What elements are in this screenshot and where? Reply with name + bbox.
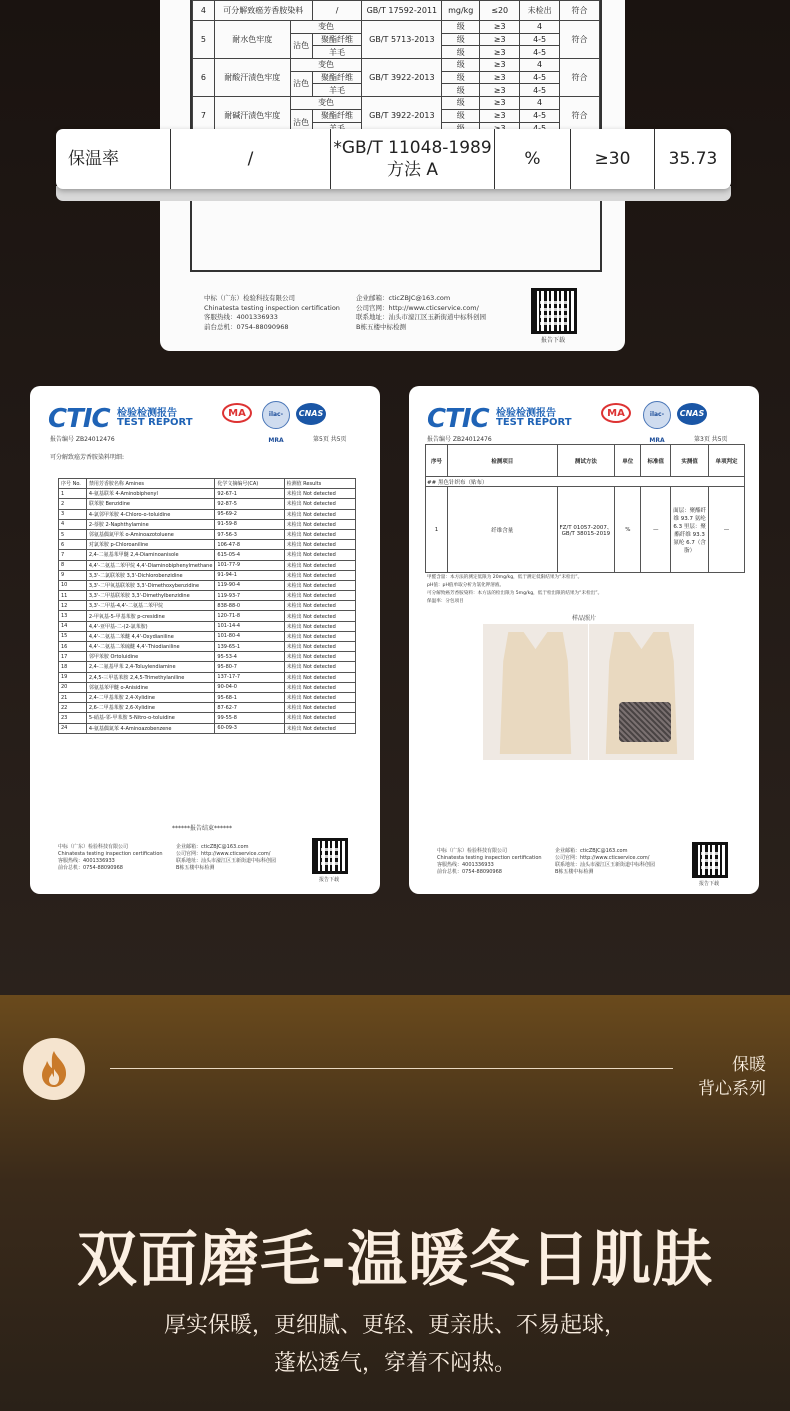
cnas-badge-icon: CNAS (296, 403, 326, 425)
qr-caption: 报告下载 (319, 877, 340, 883)
table-cell: 4-氨基联苯 4-Aminobiphenyl (86, 489, 215, 499)
note-line: 可分解致癌芳香胺染料：本方法的检出限为 5mg/kg，低于检出限的结果为“未检出”。 (427, 591, 603, 596)
row-item: 纤维含量 (447, 487, 557, 573)
footer-line: 公司官网：http://www.cticservice.com/ (176, 851, 271, 857)
footer-line: 联系地址：汕头市濠江区玉新街道中标科创园 (356, 313, 486, 321)
table-cell: 95-69-2 (215, 509, 284, 519)
result-cell: 未检出 Not detected (284, 560, 355, 570)
report-number: 报告编号 ZB24012476 (427, 436, 492, 443)
report-title-en: TEST REPORT (117, 417, 193, 428)
qr-caption: 报告下载 (699, 881, 720, 887)
table-cell: 2,4-二氨基甲苯 2,4-Toluylendiamine (86, 662, 215, 672)
table-cell: 3,3'-二甲氧基联苯胺 3,3'-Dimethoxybenzidine (86, 580, 215, 590)
row-sub: 聚酯纤维 (312, 109, 362, 122)
table-row (59, 570, 356, 580)
table-cell: 邻氨基偶氮甲苯 o-Aminoazotoluene (86, 529, 215, 539)
table-cell: 17 (59, 652, 87, 662)
highlight-method-line2: 方法 A (386, 160, 439, 180)
amine-table (58, 478, 356, 734)
footer-line: Chinatesta testing inspection certification (58, 851, 163, 857)
table-cell: 4-氯邻甲苯胺 4-Chloro-o-toluidine (86, 509, 215, 519)
row-unit: 级 (442, 33, 480, 46)
result-cell: 未检出 Not detected (284, 499, 355, 509)
sample-photo-title: 样品照片 (572, 615, 597, 622)
row-sub: 变色 (290, 21, 362, 34)
table-cell: 838-88-0 (215, 601, 284, 611)
table-row (59, 662, 356, 672)
table-cell: 15 (59, 631, 87, 641)
table-cell: 19 (59, 672, 87, 682)
table-cell: 对氯苯胺 p-Chloroaniline (86, 540, 215, 550)
top-report-footer-left (204, 294, 340, 332)
ilac-badge-icon: ilac-MRA (262, 401, 290, 429)
row-req: ≥3 (480, 97, 520, 110)
row-limit: — (641, 487, 671, 573)
table-row (193, 21, 600, 34)
report-number: 报告编号 ZB24012476 (50, 436, 115, 443)
page-indicator: 第5页 共5页 (313, 436, 347, 443)
table-cell: 101-77-9 (215, 560, 284, 570)
row-req: ≥3 (480, 71, 520, 84)
subheadline-line2: 蓬松透气，穿着不闷热。 (273, 1351, 516, 1376)
row-unit: 级 (442, 46, 480, 59)
report-notes (427, 574, 602, 606)
table-cell: 1 (59, 489, 87, 499)
headline: 双面磨毛-温暖冬日肌肤 (77, 1225, 713, 1295)
row-req: ≥3 (480, 21, 520, 34)
table-cell: 12 (59, 601, 87, 611)
result-cell: 未检出 Not detected (284, 570, 355, 580)
card-footer-right (555, 848, 655, 876)
row-method: GB/T 17592-2011 (362, 1, 442, 21)
ma-badge-icon: MA (222, 403, 252, 423)
result-cell: 未检出 Not detected (284, 621, 355, 631)
row-method: GB/T 3922-2013 (362, 59, 442, 97)
table-cell: 95-68-1 (215, 692, 284, 702)
table-row (59, 692, 356, 702)
row-sub: 沾色 (290, 109, 312, 134)
note-line: 甲醛含量：本方法的测定低限为 20mg/kg，低于测定低限结果为“未检出”。 (427, 575, 583, 580)
result-cell: 未检出 Not detected (284, 723, 355, 733)
fiber-report-card (409, 386, 759, 894)
table-cell: 5 (59, 529, 87, 539)
result-cell: 未检出 Not detected (284, 703, 355, 713)
table-cell: 97-56-3 (215, 529, 284, 539)
table-cell: 615-05-4 (215, 550, 284, 560)
row-no: 7 (193, 97, 215, 135)
qr-code-icon[interactable] (312, 838, 348, 874)
table-cell: 106-47-8 (215, 540, 284, 550)
footer-line: B栋五楼中标检测 (176, 865, 215, 871)
table-cell: 60-09-3 (215, 723, 284, 733)
result-cell: 未检出 Not detected (284, 529, 355, 539)
row-unit: mg/kg (442, 1, 480, 21)
table-cell: 5-硝基-邻-甲苯胺 5-Nitro-o-toluidine (86, 713, 215, 723)
footer-line: 公司官网：http://www.cticservice.com/ (555, 855, 650, 861)
result-cell: 未检出 Not detected (284, 652, 355, 662)
row-req: ≥3 (480, 109, 520, 122)
row-verdict: 符合 (560, 1, 600, 21)
footer-line: 企业邮箱：cticZBJC@163.com (555, 848, 628, 854)
table-cell: 4,4'-二氨基二苯硫醚 4,4'-Thiodianiline (86, 642, 215, 652)
table-row (59, 652, 356, 662)
ctic-logo: CTIC (48, 404, 110, 434)
table-cell: 137-17-7 (215, 672, 284, 682)
row-req: ≤20 (480, 1, 520, 21)
header-cell: 序号 (426, 445, 448, 477)
series-line1: 保暖 (732, 1055, 766, 1075)
table-cell: 4 (59, 519, 87, 529)
row-result: 4-5 (520, 46, 560, 59)
row-verdict: — (709, 487, 745, 573)
table-cell: 139-65-1 (215, 642, 284, 652)
table-cell: 4,4'-亚甲基-二-(2-氯苯胺) (86, 621, 215, 631)
result-cell: 未检出 Not detected (284, 713, 355, 723)
table-row (193, 1, 600, 21)
table-row (59, 631, 356, 641)
row-result: 4-5 (520, 71, 560, 84)
result-cell: 未检出 Not detected (284, 601, 355, 611)
row-sub: 变色 (290, 97, 362, 110)
qr-code-icon[interactable] (531, 288, 577, 334)
table-row (59, 519, 356, 529)
highlight-method-line1: *GB/T 11048-1989 (333, 138, 492, 158)
qr-code-icon[interactable] (692, 842, 728, 878)
table-row (59, 723, 356, 733)
table-cell: 6 (59, 540, 87, 550)
footer-line: 中标（广东）检验科技有限公司 (204, 294, 295, 302)
row-unit: 级 (442, 21, 480, 34)
highlight-requirement: ≥30 (570, 129, 654, 189)
header-cell: 测试方法 (557, 445, 615, 477)
row-result: 4 (520, 97, 560, 110)
row-sub: 变色 (290, 59, 362, 72)
result-cell: 未检出 Not detected (284, 591, 355, 601)
table-cell: 邻甲苯胺 Ortoluidine (86, 652, 215, 662)
row-item: 耐水色牢度 (214, 21, 290, 59)
row-unit: 级 (442, 84, 480, 97)
header-cell: 禁用芳香胺名称 Amines (86, 479, 215, 489)
row-unit: 级 (442, 59, 480, 72)
table-cell: 8 (59, 560, 87, 570)
footer-line: 联系地址：汕头市濠江区玉新街道中标科创园 (555, 862, 656, 868)
row-method: GB/T 5713-2013 (362, 21, 442, 59)
row-method: FZ/T 01057-2007、GB/T 38015-2019 (557, 487, 615, 573)
row-sub: 沾色 (290, 33, 312, 58)
result-cell: 未检出 Not detected (284, 489, 355, 499)
table-cell: 联苯胺 Benzidine (86, 499, 215, 509)
table-cell: 90-04-0 (215, 682, 284, 692)
table-cell: 13 (59, 611, 87, 621)
table-cell: 2,4-二氨基苯甲醚 2,4-Diaminoanisole (86, 550, 215, 560)
row-unit: 级 (442, 109, 480, 122)
table-row (59, 580, 356, 590)
result-cell: 未检出 Not detected (284, 611, 355, 621)
top-report-table (192, 0, 600, 135)
table-cell: 119-90-4 (215, 580, 284, 590)
table-row (193, 97, 600, 110)
table-cell: 99-55-8 (215, 713, 284, 723)
report-title-en: TEST REPORT (496, 417, 572, 428)
table-cell: 7 (59, 550, 87, 560)
series-tag (698, 1053, 766, 1101)
table-cell: 4-氨基偶氮苯 4-Aminoazobenzene (86, 723, 215, 733)
ma-badge-icon: MA (601, 403, 631, 423)
flame-badge (23, 1038, 85, 1100)
flame-icon (37, 1049, 71, 1089)
row-result: 未检出 (520, 1, 560, 21)
table-cell: 11 (59, 591, 87, 601)
table-cell: 95-80-7 (215, 662, 284, 672)
fiber-table (425, 444, 745, 573)
table-cell: 14 (59, 621, 87, 631)
footer-line: Chinatesta testing inspection certification (437, 855, 542, 861)
row-sub: 羊毛 (312, 46, 362, 59)
row-req: ≥3 (480, 33, 520, 46)
row-sub: 沾色 (290, 71, 312, 96)
highlight-item: 保温率 (68, 149, 119, 169)
table-row (59, 540, 356, 550)
table-caption: 可分解致癌芳香胺染料明细: (50, 454, 125, 461)
result-cell: 未检出 Not detected (284, 631, 355, 641)
vest-front-photo (483, 624, 588, 760)
footer-line: 客服热线：4001336933 (437, 862, 494, 868)
table-cell: 16 (59, 642, 87, 652)
header-cell: 单项判定 (709, 445, 745, 477)
ctic-logo: CTIC (427, 404, 489, 434)
row-req: ≥3 (480, 59, 520, 72)
footer-line: 中标（广东）检验科技有限公司 (58, 844, 129, 850)
table-cell: 4,4'-二氨基二苯醚 4,4'-Oxydianiline (86, 631, 215, 641)
table-row (426, 487, 745, 573)
table-cell: 23 (59, 713, 87, 723)
footer-line: 前台总机：0754-88090968 (437, 869, 502, 875)
header-cell: 单位 (615, 445, 641, 477)
report-end-note: ******报告结束****** (172, 825, 233, 832)
footer-line: 企业邮箱：cticZBJC@163.com (356, 294, 451, 302)
footer-line: 客服热线：4001336933 (58, 858, 115, 864)
vest-back-photo (589, 624, 694, 760)
table-cell: 3,3'-二甲基-4,4'-二氨基二苯甲烷 (86, 601, 215, 611)
table-cell: 22 (59, 703, 87, 713)
row-no: 6 (193, 59, 215, 97)
table-row (59, 682, 356, 692)
note-line: pH值：pH值单取分析为氯化钾溶液。 (427, 583, 505, 588)
table-row (59, 591, 356, 601)
result-cell: 未检出 Not detected (284, 540, 355, 550)
footer-line: Chinatesta testing inspection certification (204, 303, 340, 312)
table-cell: 101-80-4 (215, 631, 284, 641)
table-cell: 92-67-1 (215, 489, 284, 499)
row-verdict: 符合 (560, 21, 600, 59)
row-result: 4-5 (520, 109, 560, 122)
table-cell: 101-14-4 (215, 621, 284, 631)
result-cell: 未检出 Not detected (284, 662, 355, 672)
table-header-row (59, 479, 356, 489)
cnas-badge-icon: CNAS (677, 403, 707, 425)
table-cell: 91-59-8 (215, 519, 284, 529)
table-row (59, 601, 356, 611)
row-result: 4-5 (520, 84, 560, 97)
result-cell: 未检出 Not detected (284, 672, 355, 682)
table-cell: 2,6-二甲基苯胺 2,6-Xylidine (86, 703, 215, 713)
result-cell: 未检出 Not detected (284, 642, 355, 652)
highlight-unit: % (494, 129, 570, 189)
table-cell: 20 (59, 682, 87, 692)
row-result: 4 (520, 21, 560, 34)
table-cell: 21 (59, 692, 87, 702)
row-result: 4 (520, 59, 560, 72)
table-cell: 95-53-4 (215, 652, 284, 662)
table-cell: 119-93-7 (215, 591, 284, 601)
table-cell: 2-萘胺 2-Naphthylamine (86, 519, 215, 529)
table-row (59, 672, 356, 682)
table-cell: 3,3'-二氯联苯胺 3,3'-Dichlorobenzidine (86, 570, 215, 580)
table-row (59, 713, 356, 723)
table-cell: 3 (59, 509, 87, 519)
highlight-method (330, 129, 494, 189)
row-unit: 级 (442, 71, 480, 84)
table-row (59, 489, 356, 499)
result-cell: 未检出 Not detected (284, 580, 355, 590)
page-indicator: 第3页 共5页 (694, 436, 728, 443)
table-row (59, 499, 356, 509)
table-cell: 2-甲氧基-5-甲基苯胺 p-cresidine (86, 611, 215, 621)
note-line: 保温率：分包项目 (427, 599, 464, 604)
report-title-cn: 检验检测报告 (496, 408, 556, 419)
footer-line: 企业邮箱：cticZBJC@163.com (176, 844, 249, 850)
footer-line: 联系地址：汕头市濠江区玉新街道中标科创园 (176, 858, 277, 864)
footer-line: 中标（广东）检验科技有限公司 (437, 848, 508, 854)
table-row (426, 477, 745, 487)
header-cell: 序号 No. (59, 479, 87, 489)
card-footer-left (58, 844, 163, 872)
table-cell: 3,3'-二甲基联苯胺 3,3'-Dimethylbenzidine (86, 591, 215, 601)
footer-line: 公司官网：http://www.cticservice.com/ (356, 303, 479, 312)
amine-report-card (30, 386, 380, 894)
table-header-row (426, 445, 745, 477)
row-method: GB/T 3922-2013 (362, 97, 442, 135)
row-measured: 面层：聚酯纤维 93.7 氨纶 6.3 里层：聚酯纤维 93.3 氨纶 6.7（含脂） (671, 487, 709, 573)
heating-patch (619, 702, 671, 742)
row-no: 1 (426, 487, 448, 573)
row-sub: 羊毛 (312, 84, 362, 97)
header-cell: 化学文摘编号(CA) (215, 479, 284, 489)
header-cell: 标准值 (641, 445, 671, 477)
row-req: ≥3 (480, 46, 520, 59)
row-result: 4-5 (520, 33, 560, 46)
top-report-footer-right (356, 294, 486, 332)
vest-front (493, 632, 578, 754)
footer-line: 客服热线：4001336933 (204, 313, 278, 321)
table-cell: 邻氨基苯甲醚 o-Anisidine (86, 682, 215, 692)
row-no: 4 (193, 1, 215, 21)
header-cell: 检测项目 (447, 445, 557, 477)
qr-caption: 报告下载 (541, 337, 566, 344)
header-cell: 实测值 (671, 445, 709, 477)
table-cell: 2,4,5-三甲基苯胺 2,4,5-Trimethylaniline (86, 672, 215, 682)
table-row (59, 642, 356, 652)
subheadline-line1: 厚实保暖，更细腻、更轻、更亲肤、不易起球， (163, 1313, 626, 1338)
row-req: ≥3 (480, 84, 520, 97)
table-row (59, 703, 356, 713)
table-cell: 120-71-8 (215, 611, 284, 621)
table-row (59, 509, 356, 519)
table-cell: 92-87-5 (215, 499, 284, 509)
row-sub: 聚酯纤维 (312, 33, 362, 46)
footer-line: B栋五楼中标检测 (356, 322, 406, 331)
table-cell: 4,4'-二氨基二苯甲烷 4,4'-Diaminobiphenylmethane (86, 560, 215, 570)
sample-row: ## 黑色针织布（贴布） (426, 477, 745, 487)
table-cell: 2 (59, 499, 87, 509)
table-cell: 18 (59, 662, 87, 672)
card-footer-right (176, 844, 276, 872)
table-cell: 2,4-二甲基苯胺 2,4-Xylidine (86, 692, 215, 702)
ilac-badge-icon: ilac-MRA (643, 401, 671, 429)
row-standard: / (312, 1, 362, 21)
result-cell: 未检出 Not detected (284, 519, 355, 529)
result-cell: 未检出 Not detected (284, 550, 355, 560)
row-item: 耐酸汗渍色牢度 (214, 59, 290, 97)
table-row (59, 611, 356, 621)
header-cell: 检测值 Results (284, 479, 355, 489)
table-cell: 24 (59, 723, 87, 733)
row-unit: 级 (442, 97, 480, 110)
report-title-cn: 检验检测报告 (117, 408, 177, 419)
row-verdict: 符合 (560, 59, 600, 97)
result-cell: 未检出 Not detected (284, 509, 355, 519)
row-verdict: 符合 (560, 97, 600, 135)
table-cell: 9 (59, 570, 87, 580)
highlight-standard: / (170, 129, 330, 189)
table-row (59, 550, 356, 560)
row-item: 可分解致癌芳香胺染料 (214, 1, 312, 21)
table-cell: 91-94-1 (215, 570, 284, 580)
card-footer-left (437, 848, 542, 876)
footer-line: 前台总机：0754-88090968 (58, 865, 123, 871)
footer-line: 前台总机：0754-88090968 (204, 322, 289, 331)
row-unit: % (615, 487, 641, 573)
series-line2: 背心系列 (698, 1079, 766, 1099)
highlight-result: 35.73 (654, 129, 731, 189)
table-row (59, 560, 356, 570)
table-cell: 87-62-7 (215, 703, 284, 713)
table-row (59, 621, 356, 631)
result-cell: 未检出 Not detected (284, 682, 355, 692)
table-row (193, 59, 600, 72)
table-cell: 10 (59, 580, 87, 590)
section-divider (110, 1068, 673, 1069)
table-row (59, 529, 356, 539)
row-sub: 聚酯纤维 (312, 71, 362, 84)
row-no: 5 (193, 21, 215, 59)
result-cell: 未检出 Not detected (284, 692, 355, 702)
row-item: 耐碱汗渍色牢度 (214, 97, 290, 135)
insulation-rate-highlight (56, 129, 731, 189)
footer-line: B栋五楼中标检测 (555, 869, 594, 875)
